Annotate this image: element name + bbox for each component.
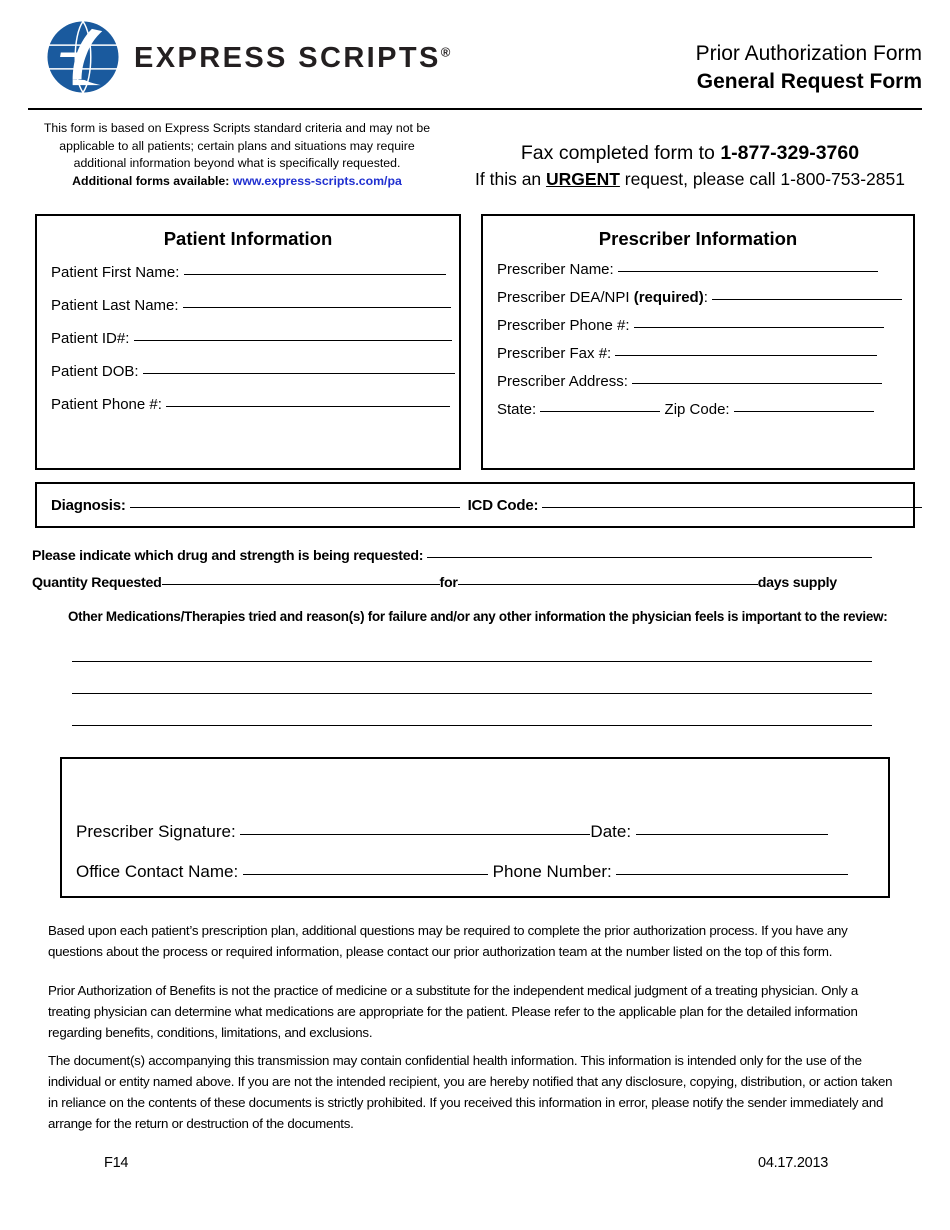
- diagnosis-label: Diagnosis:: [51, 497, 126, 514]
- drug-strength-label: Please indicate which drug and strength is being requested: [32, 548, 419, 564]
- header-divider: [28, 108, 922, 110]
- patient-field-label: Patient ID#:: [51, 330, 130, 347]
- page-header: [28, 18, 922, 98]
- patient-field-input[interactable]: [166, 394, 450, 407]
- icd-code-input[interactable]: [542, 495, 922, 508]
- footer-paragraph-3: The document(s) accompanying this transmission may contain confidential health information. This information is intended only for the use of the individual or entity named above. If you are not the intended recipient, you are hereby notified that any disclosure, copying, distribution, or action taken in reliance on the contents of these documents is strictly prohibited. If you received this information in error, please notify the sender immediately and arrange for the return or destruction of the documents.: [48, 1053, 893, 1131]
- days-supply-label: days supply: [757, 575, 837, 591]
- patient-information-title: Patient Information: [163, 228, 333, 249]
- patient-field-row: [51, 388, 445, 421]
- brand-wordmark: [134, 42, 450, 75]
- signature-date-row: [76, 821, 828, 842]
- phone-number-label: Phone Number:: [492, 862, 612, 881]
- patient-field-list: [37, 256, 459, 421]
- office-contact-label: Office Contact Name:: [76, 862, 239, 881]
- state-input[interactable]: [540, 399, 660, 412]
- footer-paragraph-1: Based upon each patient’s prescription plan, additional questions may be required to complete the prior authorization process. If you have any questions about the process or required information, please contact our prior authorization team at the number listed on the top of this form.: [48, 923, 848, 959]
- urgent-suffix-text: request, please call 1-800-753-2851: [619, 169, 905, 189]
- brand-logo: [46, 20, 450, 94]
- other-medications-input-line-1[interactable]: [72, 661, 872, 662]
- drug-strength-line: [32, 545, 922, 564]
- prescriber-field-row: [497, 312, 899, 340]
- additional-forms-label: Additional forms available:: [72, 173, 230, 188]
- form-code: F14: [104, 1155, 129, 1171]
- patient-information-box: [35, 214, 461, 470]
- drug-strength-input[interactable]: [427, 545, 872, 558]
- patient-field-input[interactable]: [143, 361, 455, 374]
- signature-box: [60, 757, 890, 898]
- office-contact-input[interactable]: [243, 861, 488, 875]
- prescriber-field-list: [483, 256, 913, 424]
- prescriber-field-label: Prescriber Phone #:: [497, 317, 630, 334]
- urgent-emphasis: URGENT: [546, 169, 620, 189]
- prescriber-information-box: [481, 214, 915, 470]
- patient-field-label: Patient Phone #:: [51, 396, 162, 413]
- prescriber-field-label-tail: :: [703, 289, 708, 306]
- days-supply-input[interactable]: [458, 572, 758, 585]
- form-title-secondary: General Request Form: [696, 70, 922, 93]
- disclaimer-line-1: This form is based on Express Scripts standard criteria and may not be: [43, 121, 431, 135]
- patient-field-label: Patient First Name:: [51, 264, 180, 281]
- form-title-block: [696, 40, 922, 96]
- diagnosis-icd-row: [37, 484, 913, 514]
- prescriber-field-label: Prescriber Name:: [497, 261, 614, 278]
- state-label: State:: [497, 401, 537, 418]
- registered-trademark-icon: ®: [440, 43, 451, 59]
- patient-field-row: [51, 256, 445, 289]
- prescriber-field-row: [497, 284, 899, 312]
- express-scripts-circle-logo-icon: [46, 20, 120, 94]
- patient-field-row: [51, 322, 445, 355]
- prescriber-field-input[interactable]: [615, 343, 877, 356]
- prescriber-information-title: Prescriber Information: [598, 228, 798, 249]
- date-label: Date:: [590, 822, 632, 841]
- express-scripts-pa-link[interactable]: www.express-scripts.com/pa: [232, 173, 402, 188]
- prescriber-field-label: Prescriber Address:: [497, 373, 628, 390]
- other-medications-label: Other Medications/Therapies tried and reason(s) for failure and/or any other information the physician feels is important to the review:: [68, 609, 888, 624]
- phone-number-input[interactable]: [616, 861, 848, 875]
- patient-field-label: Patient DOB:: [51, 363, 139, 380]
- form-revision-date: 04.17.2013: [758, 1155, 829, 1171]
- patient-field-row: [51, 289, 445, 322]
- urgent-phone-line: [465, 167, 915, 192]
- prescriber-field-input[interactable]: [632, 371, 882, 384]
- fax-number: 1-877-329-3760: [720, 142, 860, 164]
- diagnosis-icd-box: [35, 482, 915, 528]
- urgent-prefix-text: If this an: [475, 169, 547, 189]
- prescriber-field-required-flag: (required): [633, 289, 704, 306]
- patient-field-input[interactable]: [184, 262, 446, 275]
- prescriber-field-row: [497, 340, 899, 368]
- fax-prefix-text: Fax completed form to: [520, 142, 721, 164]
- quantity-requested-label: Quantity Requested: [32, 575, 162, 591]
- disclaimer-line-2: applicable to all patients; certain plans and situations may require: [59, 138, 415, 153]
- prescriber-field-label: Prescriber Fax #:: [497, 345, 612, 362]
- date-input[interactable]: [636, 821, 828, 835]
- disclaimer-block: [42, 120, 432, 190]
- prescriber-field-input[interactable]: [618, 259, 878, 272]
- zip-code-input[interactable]: [734, 399, 874, 412]
- prescriber-signature-input[interactable]: [240, 821, 590, 835]
- office-contact-row: [76, 861, 848, 882]
- additional-forms-line: [42, 173, 432, 191]
- for-word: for: [439, 575, 458, 591]
- patient-field-input[interactable]: [134, 328, 452, 341]
- prescriber-field-row: [497, 256, 899, 284]
- patient-field-input[interactable]: [183, 295, 451, 308]
- drug-strength-colon: :: [418, 548, 424, 564]
- other-medications-input-line-2[interactable]: [72, 693, 872, 694]
- quantity-requested-input[interactable]: [162, 572, 440, 585]
- other-medications-input-line-3[interactable]: [72, 725, 872, 726]
- patient-field-row: [51, 355, 445, 388]
- prescriber-field-input[interactable]: [634, 315, 884, 328]
- diagnosis-input[interactable]: [130, 495, 460, 508]
- patient-field-label: Patient Last Name:: [51, 297, 179, 314]
- fax-number-line: [465, 140, 915, 167]
- prescriber-field-input[interactable]: [712, 287, 902, 300]
- icd-code-label: ICD Code:: [467, 497, 539, 514]
- form-title-primary: Prior Authorization Form: [695, 42, 922, 65]
- state-zip-row: [497, 396, 899, 424]
- zip-code-label: Zip Code:: [664, 401, 730, 418]
- wordmark-text: EXPRESS SCRIPTS: [134, 41, 441, 74]
- prescriber-field-row: [497, 368, 899, 396]
- footer-paragraph-2: Prior Authorization of Benefits is not the practice of medicine or a substitute for the independent medical judgment of a treating physician. Only a treating physician can determine what medications are appropriate for the patient. Please refer to the applicable plan for the detailed information regarding benefits, conditions, limitations, and exclusions.: [48, 983, 859, 1040]
- prescriber-signature-label: Prescriber Signature:: [76, 822, 236, 841]
- quantity-requested-line: [32, 572, 922, 591]
- fax-instructions-block: [465, 140, 915, 192]
- prescriber-field-label: Prescriber DEA/NPI: [497, 289, 634, 306]
- disclaimer-line-3: additional information beyond what is specifically requested.: [73, 156, 401, 170]
